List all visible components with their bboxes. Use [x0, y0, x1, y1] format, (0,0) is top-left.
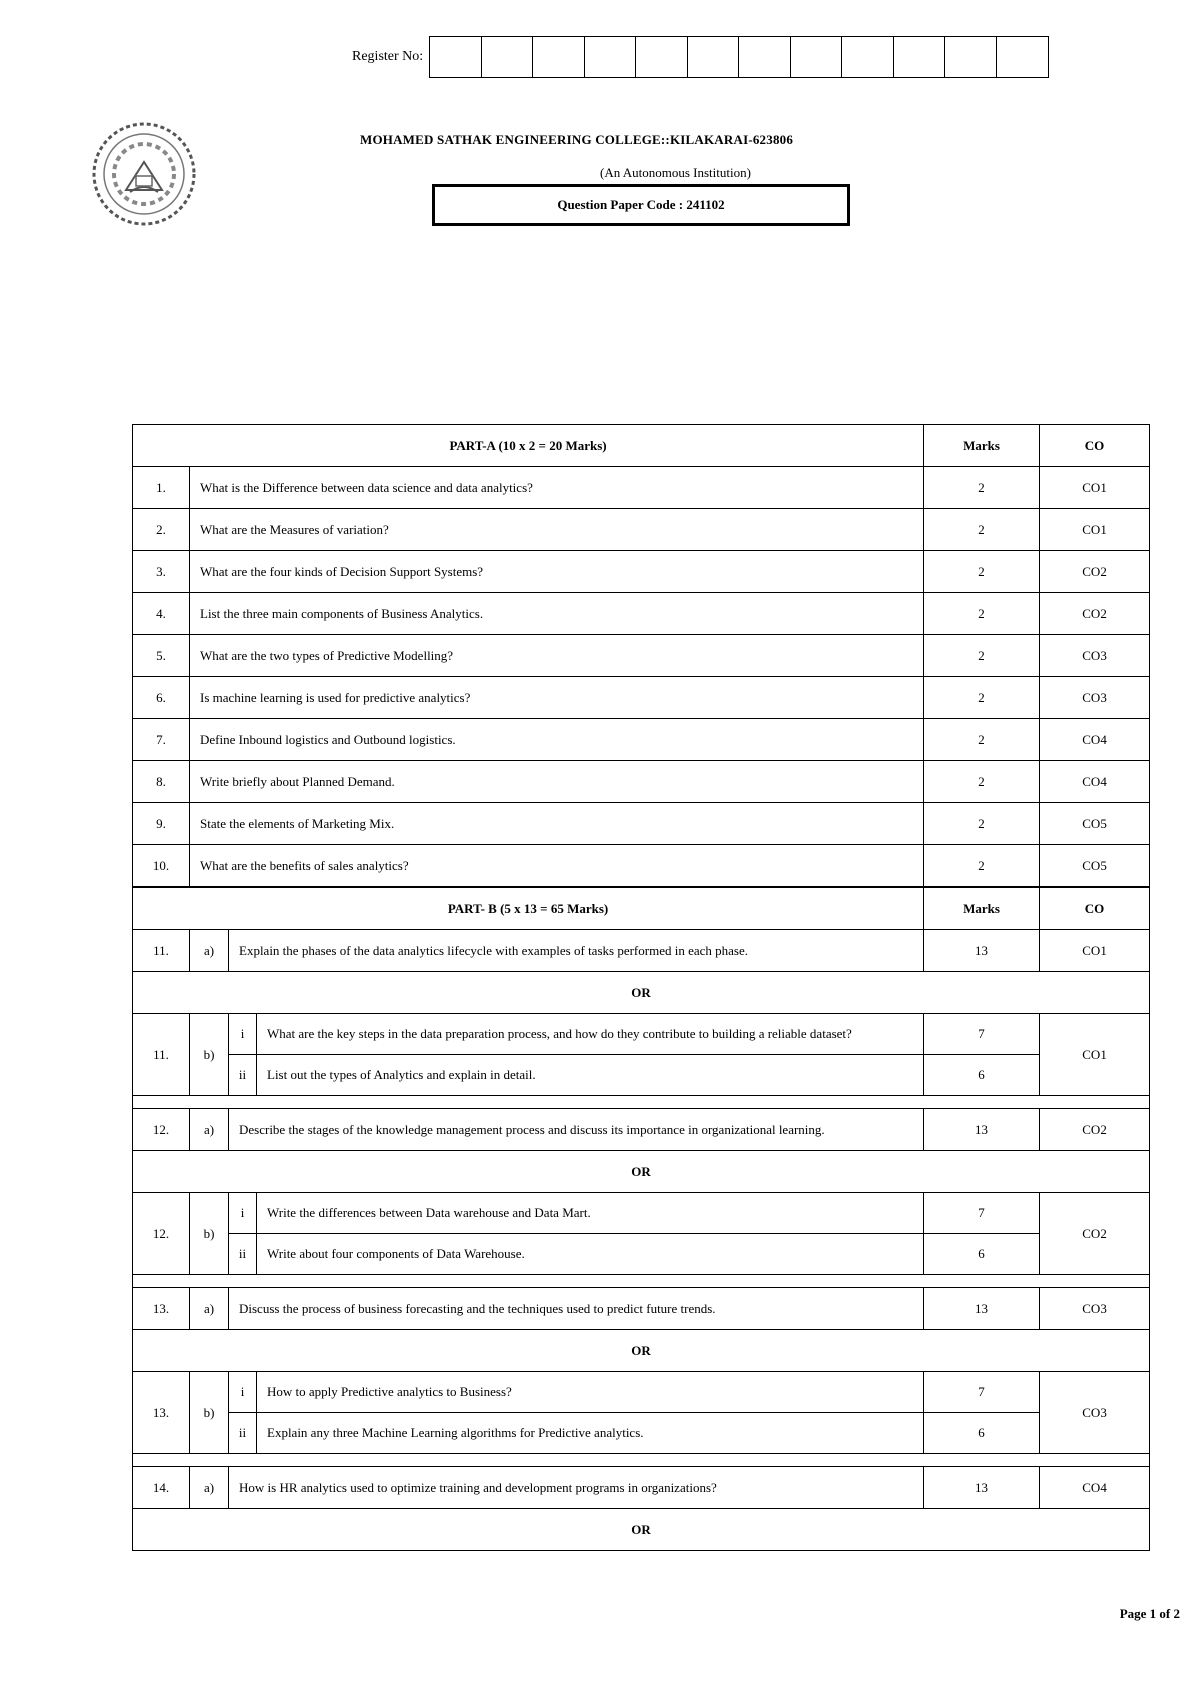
question-co: CO4: [1040, 761, 1150, 803]
question-number: 11.: [133, 930, 190, 972]
subpart-numeral: i: [229, 1372, 257, 1413]
question-number: 11.: [133, 1014, 190, 1096]
question-text: Write the differences between Data warehouse and Data Mart.: [257, 1193, 924, 1234]
co-header: CO: [1040, 425, 1150, 467]
table-row: [133, 467, 1150, 509]
page-indicator: [1120, 1606, 1180, 1622]
question-marks: 13: [924, 1109, 1040, 1151]
register-box: [533, 37, 585, 77]
question-number: 9.: [133, 803, 190, 845]
register-box: [482, 37, 534, 77]
part-a-header-row: [133, 425, 1150, 467]
page-of: of: [1156, 1606, 1174, 1621]
question-co: CO2: [1040, 551, 1150, 593]
table-row: [133, 1014, 1150, 1055]
register-box: [739, 37, 791, 77]
spacer-row: [133, 1096, 1150, 1109]
or-row: [133, 972, 1150, 1014]
question-co: CO2: [1040, 1109, 1150, 1151]
spacer-row: [133, 1275, 1150, 1288]
part-b-title: PART- B (5 x 13 = 65 Marks): [133, 887, 924, 930]
question-text: What are the key steps in the data preparation process, and how do they contribute to building a reliable dataset?: [257, 1014, 924, 1055]
table-row: [133, 551, 1150, 593]
question-text: Discuss the process of business forecasting and the techniques used to predict future trends.: [229, 1288, 924, 1330]
question-co: CO5: [1040, 845, 1150, 888]
table-row: [133, 509, 1150, 551]
register-box: [997, 37, 1049, 77]
table-row: [133, 1234, 1150, 1275]
table-row: [133, 845, 1150, 888]
question-marks: 13: [924, 1467, 1040, 1509]
table-row: [133, 593, 1150, 635]
question-marks: 2: [924, 761, 1040, 803]
question-text: Define Inbound logistics and Outbound logistics.: [190, 719, 924, 761]
marks-header: Marks: [924, 425, 1040, 467]
question-text: Explain any three Machine Learning algorithms for Predictive analytics.: [257, 1413, 924, 1454]
question-marks: 6: [924, 1055, 1040, 1096]
or-row: [133, 1509, 1150, 1551]
question-number: 6.: [133, 677, 190, 719]
question-co: CO1: [1040, 509, 1150, 551]
question-number: 10.: [133, 845, 190, 888]
question-number: 1.: [133, 467, 190, 509]
question-number: 12.: [133, 1193, 190, 1275]
part-a-title: PART-A (10 x 2 = 20 Marks): [133, 425, 924, 467]
question-marks: 13: [924, 930, 1040, 972]
question-number: 13.: [133, 1372, 190, 1454]
question-number: 8.: [133, 761, 190, 803]
table-row: [133, 1288, 1150, 1330]
question-text: How to apply Predictive analytics to Business?: [257, 1372, 924, 1413]
question-marks: 2: [924, 467, 1040, 509]
question-number: 7.: [133, 719, 190, 761]
page-current: 1: [1149, 1606, 1157, 1621]
table-row: [133, 1055, 1150, 1096]
question-co: CO1: [1040, 1014, 1150, 1096]
question-marks: 7: [924, 1193, 1040, 1234]
marks-header: Marks: [924, 887, 1040, 930]
subpart-numeral: ii: [229, 1234, 257, 1275]
subpart-numeral: i: [229, 1014, 257, 1055]
question-number: 2.: [133, 509, 190, 551]
table-row: [133, 1109, 1150, 1151]
question-text: List the three main components of Business Analytics.: [190, 593, 924, 635]
register-number: [352, 36, 1049, 78]
question-text: Is machine learning is used for predictive analytics?: [190, 677, 924, 719]
or-row: [133, 1151, 1150, 1193]
question-text: What is the Difference between data science and data analytics?: [190, 467, 924, 509]
subpart-numeral: ii: [229, 1413, 257, 1454]
table-row: [133, 930, 1150, 972]
table-row: [133, 677, 1150, 719]
question-co: CO3: [1040, 635, 1150, 677]
part-b-header-row: [133, 887, 1150, 930]
question-table: [132, 424, 1150, 1551]
register-box: [894, 37, 946, 77]
or-label: OR: [133, 1330, 1150, 1372]
or-label: OR: [133, 1509, 1150, 1551]
question-marks: 2: [924, 677, 1040, 719]
question-text: What are the four kinds of Decision Support Systems?: [190, 551, 924, 593]
question-text: What are the benefits of sales analytics?: [190, 845, 924, 888]
question-marks: 13: [924, 1288, 1040, 1330]
institution-status: (An Autonomous Institution): [600, 165, 751, 180]
question-option: b): [190, 1014, 229, 1096]
question-marks: 6: [924, 1413, 1040, 1454]
question-co: CO4: [1040, 1467, 1150, 1509]
table-row: [133, 1467, 1150, 1509]
table-row: [133, 1372, 1150, 1413]
question-text: What are the two types of Predictive Modelling?: [190, 635, 924, 677]
college-name: MOHAMED SATHAK ENGINEERING COLLEGE::KILAKARAI-623806: [360, 132, 794, 147]
question-number: 5.: [133, 635, 190, 677]
table-row: [133, 803, 1150, 845]
question-option: a): [190, 930, 229, 972]
question-marks: 6: [924, 1234, 1040, 1275]
register-box: [842, 37, 894, 77]
register-boxes: [429, 36, 1049, 78]
question-text: Write briefly about Planned Demand.: [190, 761, 924, 803]
question-co: CO3: [1040, 677, 1150, 719]
question-text: Describe the stages of the knowledge management process and discuss its importance in organizational learning.: [229, 1109, 924, 1151]
register-box: [636, 37, 688, 77]
register-box: [585, 37, 637, 77]
question-number: 12.: [133, 1109, 190, 1151]
page-total: 2: [1173, 1606, 1180, 1621]
table-row: [133, 719, 1150, 761]
table-row: [133, 635, 1150, 677]
question-option: a): [190, 1467, 229, 1509]
question-co: CO2: [1040, 593, 1150, 635]
table-row: [133, 761, 1150, 803]
question-number: 4.: [133, 593, 190, 635]
register-label: Register No:: [352, 49, 424, 64]
page-prefix: Page: [1119, 1606, 1150, 1621]
question-text: Write about four components of Data Warehouse.: [257, 1234, 924, 1275]
question-marks: 2: [924, 551, 1040, 593]
subpart-numeral: ii: [229, 1055, 257, 1096]
question-text: How is HR analytics used to optimize training and development programs in organizations?: [229, 1467, 924, 1509]
question-co: CO4: [1040, 719, 1150, 761]
question-co: CO1: [1040, 930, 1150, 972]
question-option: a): [190, 1288, 229, 1330]
question-option: b): [190, 1193, 229, 1275]
question-marks: 2: [924, 719, 1040, 761]
question-marks: 2: [924, 509, 1040, 551]
question-co: CO1: [1040, 467, 1150, 509]
register-box: [430, 37, 482, 77]
table-row: [133, 1413, 1150, 1454]
table-row: [133, 1193, 1150, 1234]
question-option: b): [190, 1372, 229, 1454]
question-co: CO2: [1040, 1193, 1150, 1275]
question-number: 14.: [133, 1467, 190, 1509]
co-header: CO: [1040, 887, 1150, 930]
question-text: State the elements of Marketing Mix.: [190, 803, 924, 845]
college-logo-icon: [90, 120, 198, 228]
question-number: 13.: [133, 1288, 190, 1330]
register-box: [945, 37, 997, 77]
spacer-row: [133, 1454, 1150, 1467]
question-co: CO3: [1040, 1372, 1150, 1454]
question-marks: 2: [924, 803, 1040, 845]
question-text: What are the Measures of variation?: [190, 509, 924, 551]
question-marks: 2: [924, 593, 1040, 635]
question-marks: 7: [924, 1372, 1040, 1413]
or-label: OR: [133, 1151, 1150, 1193]
question-number: 3.: [133, 551, 190, 593]
question-marks: 2: [924, 845, 1040, 888]
question-co: CO5: [1040, 803, 1150, 845]
register-box: [688, 37, 740, 77]
or-label: OR: [133, 972, 1150, 1014]
question-text: List out the types of Analytics and explain in detail.: [257, 1055, 924, 1096]
question-co: CO3: [1040, 1288, 1150, 1330]
question-text: Explain the phases of the data analytics lifecycle with examples of tasks performed in each phase.: [229, 930, 924, 972]
question-option: a): [190, 1109, 229, 1151]
or-row: [133, 1330, 1150, 1372]
question-marks: 2: [924, 635, 1040, 677]
question-paper-code: Question Paper Code : 241102: [432, 184, 850, 226]
register-box: [791, 37, 843, 77]
subpart-numeral: i: [229, 1193, 257, 1234]
question-marks: 7: [924, 1014, 1040, 1055]
